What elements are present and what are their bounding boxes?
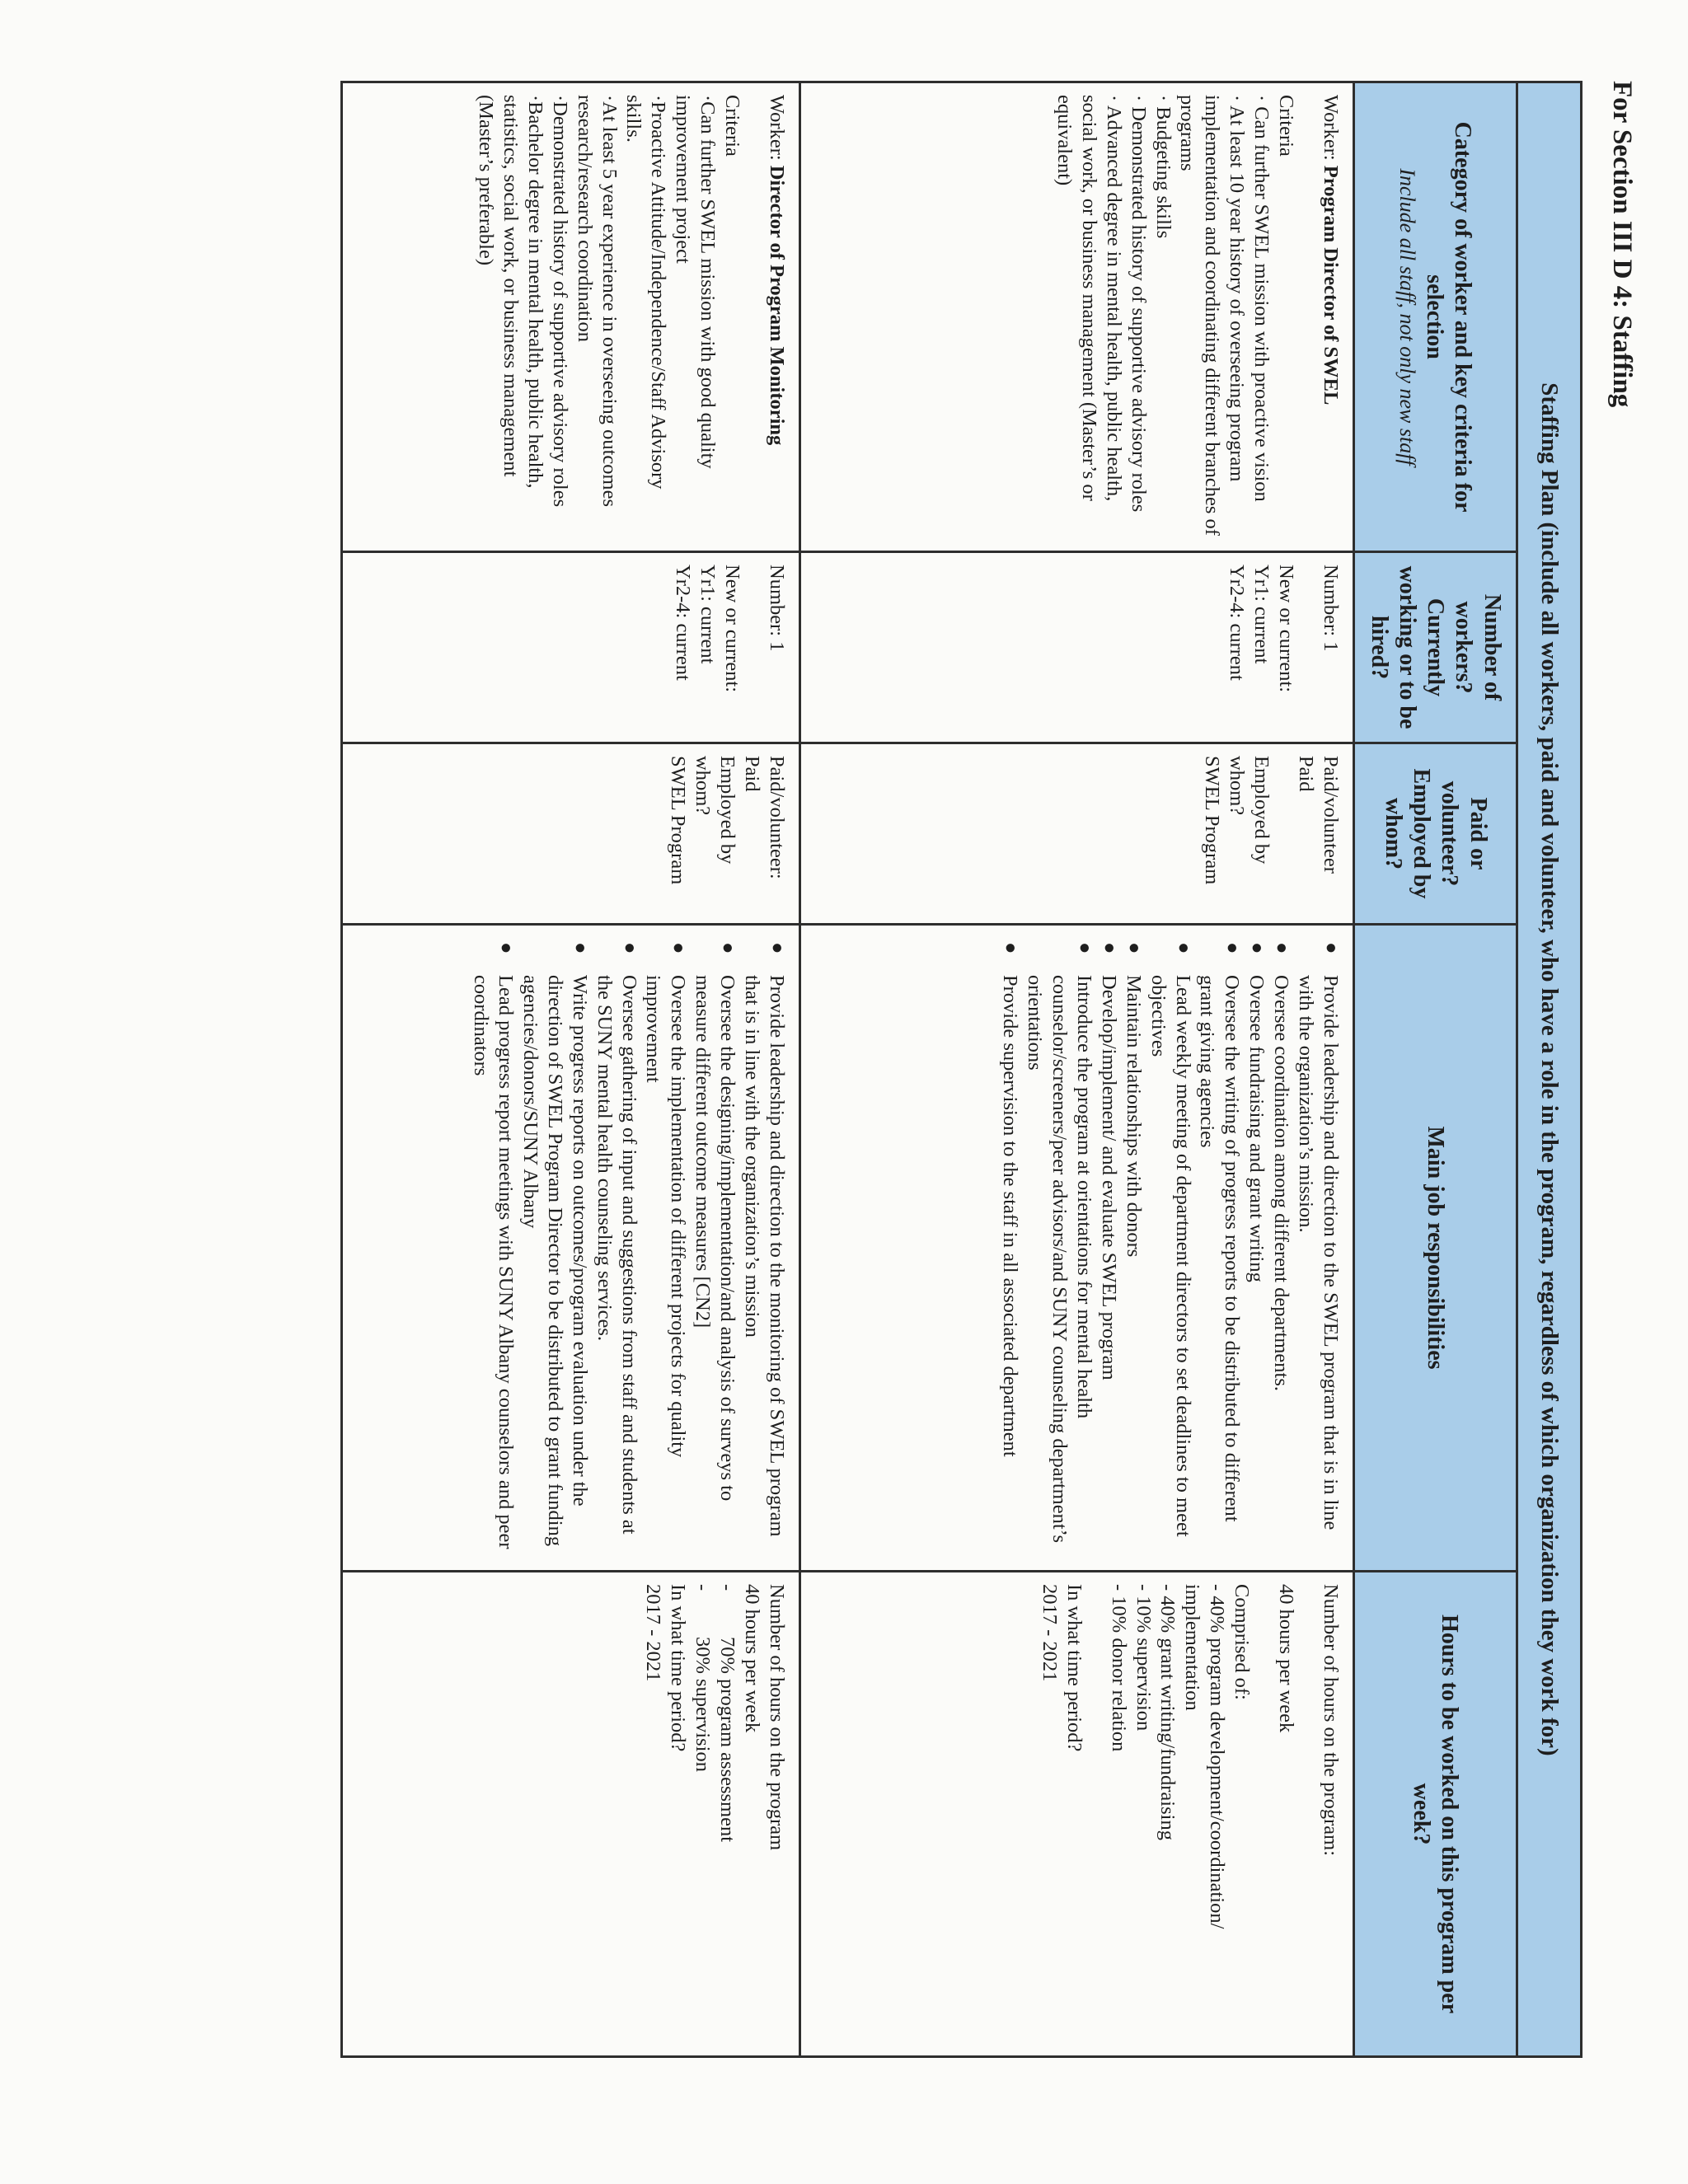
bullet-icon: ●	[1320, 942, 1342, 954]
header-category-note: Include all staff, not only new staff	[1395, 168, 1419, 466]
list-item: ● Oversee coordination among different departments.	[1270, 942, 1293, 1392]
category-cell	[799, 82, 1353, 552]
bullet-icon: ●	[1271, 942, 1293, 954]
bullet-icon: ●	[766, 942, 788, 954]
breakdown-text: 70% program assessment	[716, 1637, 739, 1843]
employer-value: SWEL Program	[667, 756, 690, 885]
bullet-icon: ●	[1000, 942, 1022, 954]
worker-prefix: Worker:	[1319, 95, 1342, 161]
breakdown-text: 30% supervision	[692, 1637, 715, 1772]
dash-icon: -	[692, 1584, 715, 1591]
bullet-icon: ●	[668, 942, 690, 954]
yr1-status: Yr1: current	[1250, 565, 1273, 664]
paid-cell	[341, 743, 799, 925]
worker-title: Director of Program Monitoring	[765, 165, 788, 446]
worker-line	[764, 95, 789, 539]
criteria-item: ·Bachelor degree in mental health, public health, statistics, social work, or business management (Master’s preferable)	[475, 95, 546, 489]
paid-volunteer-value: Paid	[740, 756, 763, 792]
criteria-item: · At least 10 year history of overseeing program implementation and coordinating different branches of programs	[1176, 95, 1249, 536]
paid-cell	[799, 743, 1353, 925]
criteria-item: · Advanced degree in mental health, public health, social work, or business management (Master’s or equivalent)	[1053, 95, 1125, 502]
responsibilities-cell	[799, 925, 1353, 1572]
category-cell	[341, 82, 799, 552]
criteria-item: · Can further SWEL mission with proactive vision	[1250, 95, 1273, 502]
period-value: 2017 - 2021	[1038, 1584, 1061, 1682]
hours-cell	[341, 1572, 799, 2057]
employer-value: SWEL Program	[1201, 756, 1224, 885]
breakdown-item: - 40% grant writing/fundraising	[1156, 1584, 1179, 1840]
bullet-icon: ●	[495, 942, 518, 954]
hours-label: Number of hours on the program:	[1319, 1584, 1342, 1856]
breakdown-item	[690, 1584, 715, 2044]
header-paid: Paid or volunteer? Employed by whom?	[1353, 743, 1517, 925]
list-item: ● Write progress reports on outcomes/program evaluation under the direction of SWEL Program Director to be distributed to grant funding agencies/donors/SUNY Albany	[519, 942, 591, 1547]
period-label: In what time period?	[1062, 1584, 1085, 1752]
bullet-icon: ●	[1246, 942, 1268, 954]
list-item: ● Develop/implement/ and evaluate SWEL program	[1097, 942, 1120, 1380]
bullet-icon: ●	[1172, 942, 1194, 954]
list-item: ● Oversee gathering of input and suggestions from staff and students at the SUNY mental health counseling services.	[593, 942, 640, 1535]
criteria-label: Criteria	[720, 95, 743, 157]
responsibilities-list	[998, 937, 1343, 1558]
list-item: ● Oversee the writing of progress reports to be distributed to different grant giving agencies	[1196, 942, 1244, 1522]
criteria-item: · Budgeting skills	[1151, 95, 1175, 239]
hours-value: 40 hours per week	[740, 1584, 763, 1733]
hours-value: 40 hours per week	[1274, 1584, 1297, 1733]
bullet-icon: ●	[717, 942, 739, 954]
list-item: ● Oversee the designing/implementation/and analysis of surveys to measure different outcome measures [CN2]	[692, 942, 739, 1502]
yr1-status: Yr1: current	[696, 565, 720, 664]
criteria-item: ·Demonstrated history of supportive advisory roles	[548, 95, 571, 508]
hours-cell	[799, 1572, 1353, 2057]
list-item: ● Lead progress report meetings with SUNY Albany counselors and peer coordinators	[470, 942, 518, 1549]
paid-volunteer-label: Paid/volunteer:	[765, 756, 788, 879]
hours-label: Number of hours on the program	[765, 1584, 788, 1851]
responsibilities-cell	[341, 925, 799, 1572]
table-row	[799, 82, 1353, 2057]
bullet-icon: ●	[569, 942, 591, 954]
employed-by-label: Employed by whom?	[692, 756, 739, 865]
criteria-item: ·Can further SWEL mission with good quality improvement project	[672, 95, 720, 469]
table-row	[341, 82, 799, 2057]
worker-title: Program Director of SWEL	[1319, 165, 1342, 405]
breakdown-item: - 10% supervision	[1132, 1584, 1155, 1732]
paid-volunteer-label: Paid/volunteer	[1319, 756, 1342, 874]
number-label: Number: 1	[1319, 565, 1342, 652]
comprised-label: Comprised of:	[1231, 1584, 1254, 1700]
staffing-plan-title: Staffing Plan (include all workers, paid and volunteer, who have a role in the program, regardless of which organization they work for)	[1517, 82, 1581, 2057]
yr2-4-status: Yr2-4: current	[672, 565, 695, 681]
criteria-item: · Demonstrated history of supportive advisory roles	[1127, 95, 1150, 513]
new-or-current-label: New or current:	[1274, 565, 1297, 693]
list-item: ● Maintain relationships with donors	[1122, 942, 1145, 1258]
list-item: ● Oversee fundraising and grant writing	[1245, 942, 1268, 1282]
list-item: ● Provide leadership and direction to the monitoring of SWEL program that is in line with the organization’s mission	[740, 942, 788, 1537]
header-category-label: Category of worker and key criteria for selection	[1422, 121, 1476, 513]
list-item: ● Provide supervision to the staff in all associated department	[999, 942, 1022, 1457]
bullet-icon: ●	[1221, 942, 1244, 954]
list-item: ● Oversee the implementation of different projects for quality improvement	[642, 942, 690, 1458]
bullet-icon: ●	[618, 942, 640, 954]
breakdown-item	[715, 1584, 739, 2044]
header-hours: Hours to be worked on this program per week?	[1353, 1572, 1517, 2057]
section-title: For Section III D 4: Staffing	[1607, 81, 1637, 408]
criteria-item: ·At least 5 year experience in overseeing outcomes research/research coordination	[573, 95, 621, 508]
period-value: 2017 - 2021	[642, 1584, 665, 1682]
dash-icon: -	[716, 1584, 739, 1591]
header-number: Number of workers? Currently working or to be hired?	[1353, 552, 1517, 743]
new-or-current-label: New or current:	[720, 565, 743, 693]
bullet-icon: ●	[1074, 942, 1096, 954]
period-label: In what time period?	[667, 1584, 690, 1752]
yr2-4-status: Yr2-4: current	[1226, 565, 1249, 681]
bullet-icon: ●	[1123, 942, 1145, 954]
breakdown-item: - 10% donor relation	[1107, 1584, 1130, 1752]
criteria-label: Criteria	[1274, 95, 1297, 157]
header-category	[1353, 82, 1517, 552]
list-item: ● Introduce the program at orientations for mental health counselor/screeners/peer advisors/and SUNY counseling department’s orientations	[1024, 942, 1096, 1543]
worker-line	[1318, 95, 1343, 539]
breakdown-item: - 40% program development/coordination/ implementation	[1181, 1584, 1229, 1929]
header-responsibilities: Main job responsibilities	[1353, 925, 1517, 1572]
staffing-plan-table	[340, 81, 1582, 2058]
responsibilities-list	[468, 937, 788, 1558]
employed-by-label: Employed by whom?	[1226, 756, 1273, 865]
criteria-item: ·Proactive Attitude/Independence/Staff Advisory skills.	[622, 95, 670, 490]
number-cell	[341, 552, 799, 743]
bullet-icon: ●	[1098, 942, 1120, 954]
worker-prefix: Worker:	[765, 95, 788, 161]
paid-volunteer-value: Paid	[1294, 756, 1317, 792]
list-item: ● Lead weekly meeting of department directors to set deadlines to meet objectives	[1146, 942, 1194, 1537]
number-label: Number: 1	[765, 565, 788, 652]
list-item: ● Provide leadership and direction to the SWEL program that is in line with the organization’s mission.	[1294, 942, 1342, 1530]
number-cell	[799, 552, 1353, 743]
